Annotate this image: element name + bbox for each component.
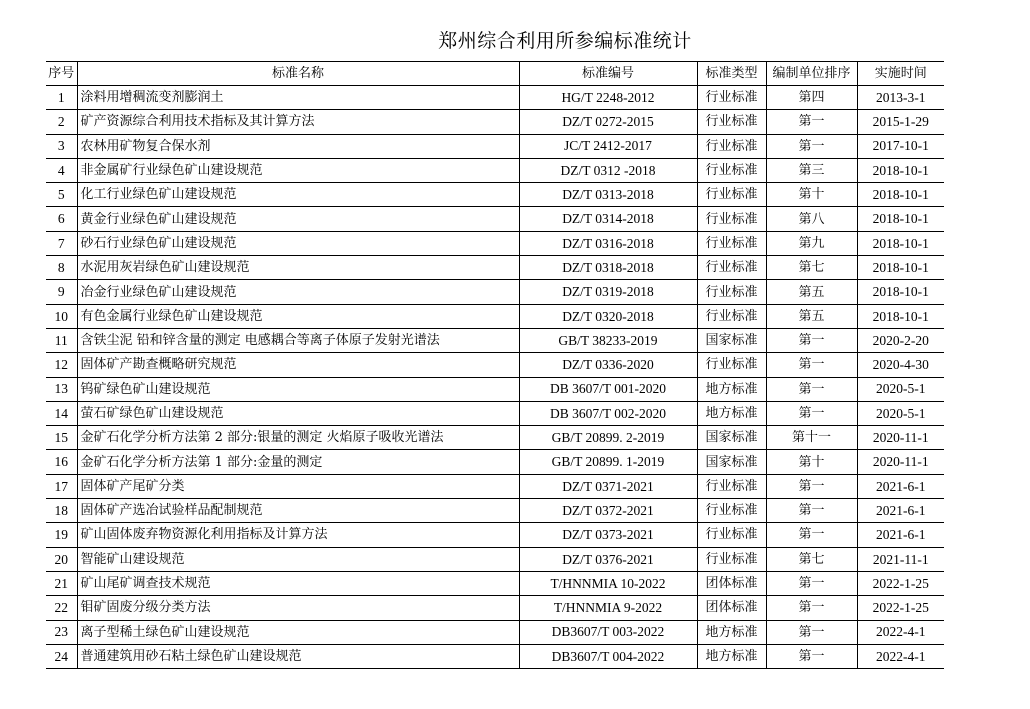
cell-index: 12: [46, 353, 77, 377]
cell-type: 地方标准: [697, 401, 766, 425]
cell-rank: 第四: [766, 86, 857, 110]
cell-type: 团体标准: [697, 596, 766, 620]
table-row: [46, 450, 944, 474]
cell-date: 2021-6-1: [857, 474, 944, 498]
cell-rank: 第一: [766, 523, 857, 547]
cell-code: DZ/T 0314-2018: [519, 207, 697, 231]
cell-index: 3: [46, 134, 77, 158]
cell-date: 2020-11-1: [857, 450, 944, 474]
cell-code: DZ/T 0313-2018: [519, 183, 697, 207]
cell-code: DZ/T 0272-2015: [519, 110, 697, 134]
cell-index: 9: [46, 280, 77, 304]
cell-index: 2: [46, 110, 77, 134]
document-title: 郑州综合利用所参编标准统计: [438, 30, 692, 52]
cell-date: 2018-10-1: [857, 207, 944, 231]
cell-rank: 第五: [766, 304, 857, 328]
cell-rank: 第七: [766, 256, 857, 280]
cell-code: DZ/T 0373-2021: [519, 523, 697, 547]
cell-name: 砂石行业绿色矿山建设规范: [77, 231, 519, 255]
header-rank: 编制单位排序: [766, 62, 857, 86]
cell-rank: 第一: [766, 110, 857, 134]
cell-type: 行业标准: [697, 304, 766, 328]
cell-date: 2021-6-1: [857, 523, 944, 547]
cell-date: 2018-10-1: [857, 256, 944, 280]
cell-type: 行业标准: [697, 86, 766, 110]
header-code: 标准编号: [519, 62, 697, 86]
cell-type: 行业标准: [697, 231, 766, 255]
standards-table: [46, 61, 944, 669]
cell-type: 国家标准: [697, 426, 766, 450]
table-row: [46, 280, 944, 304]
cell-type: 行业标准: [697, 110, 766, 134]
cell-date: 2022-4-1: [857, 644, 944, 668]
cell-code: DZ/T 0371-2021: [519, 474, 697, 498]
cell-rank: 第一: [766, 499, 857, 523]
table-row: [46, 401, 944, 425]
cell-rank: 第一: [766, 474, 857, 498]
cell-name: 化工行业绿色矿山建设规范: [77, 183, 519, 207]
cell-index: 4: [46, 158, 77, 182]
cell-name: 涂料用增稠流变剂膨润土: [77, 86, 519, 110]
cell-date: 2020-2-20: [857, 328, 944, 352]
cell-type: 行业标准: [697, 499, 766, 523]
cell-name: 钨矿绿色矿山建设规范: [77, 377, 519, 401]
cell-type: 地方标准: [697, 377, 766, 401]
cell-rank: 第十: [766, 183, 857, 207]
cell-code: DZ/T 0316-2018: [519, 231, 697, 255]
cell-index: 22: [46, 596, 77, 620]
cell-code: GB/T 20899. 2-2019: [519, 426, 697, 450]
cell-date: 2013-3-1: [857, 86, 944, 110]
cell-date: 2018-10-1: [857, 158, 944, 182]
cell-type: 行业标准: [697, 207, 766, 231]
cell-date: 2022-1-25: [857, 596, 944, 620]
cell-code: DZ/T 0319-2018: [519, 280, 697, 304]
table-row: [46, 256, 944, 280]
cell-index: 14: [46, 401, 77, 425]
cell-date: 2020-5-1: [857, 377, 944, 401]
cell-date: 2015-1-29: [857, 110, 944, 134]
cell-name: 固体矿产尾矿分类: [77, 474, 519, 498]
cell-date: 2020-11-1: [857, 426, 944, 450]
cell-rank: 第八: [766, 207, 857, 231]
cell-name: 矿山尾矿调查技术规范: [77, 571, 519, 595]
cell-type: 行业标准: [697, 523, 766, 547]
cell-rank: 第十一: [766, 426, 857, 450]
cell-rank: 第一: [766, 377, 857, 401]
cell-index: 20: [46, 547, 77, 571]
table-row: [46, 596, 944, 620]
cell-index: 19: [46, 523, 77, 547]
table-row: [46, 620, 944, 644]
cell-type: 行业标准: [697, 547, 766, 571]
table-row: [46, 499, 944, 523]
cell-rank: 第一: [766, 644, 857, 668]
table-row: [46, 353, 944, 377]
cell-name: 钼矿固废分级分类方法: [77, 596, 519, 620]
cell-name: 普通建筑用砂石粘土绿色矿山建设规范: [77, 644, 519, 668]
cell-index: 17: [46, 474, 77, 498]
cell-name: 农林用矿物复合保水剂: [77, 134, 519, 158]
cell-type: 行业标准: [697, 353, 766, 377]
cell-date: 2022-4-1: [857, 620, 944, 644]
cell-type: 行业标准: [697, 280, 766, 304]
table-row: [46, 183, 944, 207]
cell-rank: 第一: [766, 328, 857, 352]
cell-code: DZ/T 0318-2018: [519, 256, 697, 280]
cell-index: 21: [46, 571, 77, 595]
table-row: [46, 158, 944, 182]
header-date: 实施时间: [857, 62, 944, 86]
cell-date: 2021-6-1: [857, 499, 944, 523]
cell-rank: 第一: [766, 134, 857, 158]
cell-code: GB/T 38233-2019: [519, 328, 697, 352]
cell-rank: 第十: [766, 450, 857, 474]
cell-type: 地方标准: [697, 644, 766, 668]
table-row: [46, 231, 944, 255]
cell-index: 1: [46, 86, 77, 110]
cell-index: 23: [46, 620, 77, 644]
cell-code: DB3607/T 003-2022: [519, 620, 697, 644]
cell-name: 离子型稀土绿色矿山建设规范: [77, 620, 519, 644]
table-row: [46, 304, 944, 328]
cell-code: HG/T 2248-2012: [519, 86, 697, 110]
cell-index: 6: [46, 207, 77, 231]
cell-rank: 第九: [766, 231, 857, 255]
table-header-row: [46, 62, 944, 86]
cell-date: 2021-11-1: [857, 547, 944, 571]
cell-date: 2018-10-1: [857, 183, 944, 207]
cell-date: 2022-1-25: [857, 571, 944, 595]
table-row: [46, 207, 944, 231]
cell-rank: 第一: [766, 620, 857, 644]
cell-index: 13: [46, 377, 77, 401]
cell-code: DB 3607/T 002-2020: [519, 401, 697, 425]
cell-index: 10: [46, 304, 77, 328]
cell-date: 2017-10-1: [857, 134, 944, 158]
cell-code: DB 3607/T 001-2020: [519, 377, 697, 401]
table-row: [46, 644, 944, 668]
cell-name: 金矿石化学分析方法第 1 部分:金量的测定: [77, 450, 519, 474]
cell-code: GB/T 20899. 1-2019: [519, 450, 697, 474]
header-index: 序号: [46, 62, 77, 86]
cell-type: 行业标准: [697, 474, 766, 498]
cell-date: 2018-10-1: [857, 304, 944, 328]
cell-code: DZ/T 0320-2018: [519, 304, 697, 328]
cell-name: 固体矿产勘查概略研究规范: [77, 353, 519, 377]
table-row: [46, 328, 944, 352]
header-type: 标准类型: [697, 62, 766, 86]
cell-code: DZ/T 0312 -2018: [519, 158, 697, 182]
cell-rank: 第一: [766, 401, 857, 425]
cell-type: 行业标准: [697, 183, 766, 207]
cell-type: 国家标准: [697, 450, 766, 474]
table-row: [46, 474, 944, 498]
cell-rank: 第三: [766, 158, 857, 182]
cell-name: 冶金行业绿色矿山建设规范: [77, 280, 519, 304]
cell-rank: 第一: [766, 353, 857, 377]
table-row: [46, 523, 944, 547]
cell-date: 2018-10-1: [857, 280, 944, 304]
cell-date: 2018-10-1: [857, 231, 944, 255]
cell-index: 15: [46, 426, 77, 450]
cell-index: 7: [46, 231, 77, 255]
cell-name: 黄金行业绿色矿山建设规范: [77, 207, 519, 231]
table-row: [46, 110, 944, 134]
cell-name: 智能矿山建设规范: [77, 547, 519, 571]
cell-index: 24: [46, 644, 77, 668]
cell-name: 金矿石化学分析方法第 2 部分:银量的测定 火焰原子吸收光谱法: [77, 426, 519, 450]
cell-index: 11: [46, 328, 77, 352]
cell-code: JC/T 2412-2017: [519, 134, 697, 158]
cell-type: 行业标准: [697, 134, 766, 158]
cell-code: T/HNNMIA 9-2022: [519, 596, 697, 620]
cell-rank: 第五: [766, 280, 857, 304]
cell-code: DZ/T 0372-2021: [519, 499, 697, 523]
cell-rank: 第一: [766, 571, 857, 595]
table-row: [46, 134, 944, 158]
cell-name: 非金属矿行业绿色矿山建设规范: [77, 158, 519, 182]
cell-name: 矿山固体废弃物资源化利用指标及计算方法: [77, 523, 519, 547]
cell-type: 团体标准: [697, 571, 766, 595]
cell-code: DB3607/T 004-2022: [519, 644, 697, 668]
cell-code: DZ/T 0336-2020: [519, 353, 697, 377]
cell-index: 8: [46, 256, 77, 280]
cell-rank: 第七: [766, 547, 857, 571]
cell-name: 矿产资源综合利用技术指标及其计算方法: [77, 110, 519, 134]
table-row: [46, 571, 944, 595]
header-name: 标准名称: [77, 62, 519, 86]
cell-type: 行业标准: [697, 158, 766, 182]
cell-date: 2020-4-30: [857, 353, 944, 377]
cell-index: 18: [46, 499, 77, 523]
table-row: [46, 426, 944, 450]
cell-name: 含铁尘泥 铅和锌含量的测定 电感耦合等离子体原子发射光谱法: [77, 328, 519, 352]
cell-code: DZ/T 0376-2021: [519, 547, 697, 571]
cell-code: T/HNNMIA 10-2022: [519, 571, 697, 595]
cell-type: 国家标准: [697, 328, 766, 352]
table-row: [46, 547, 944, 571]
cell-type: 地方标准: [697, 620, 766, 644]
cell-index: 16: [46, 450, 77, 474]
table-row: [46, 86, 944, 110]
cell-date: 2020-5-1: [857, 401, 944, 425]
cell-type: 行业标准: [697, 256, 766, 280]
cell-name: 水泥用灰岩绿色矿山建设规范: [77, 256, 519, 280]
cell-name: 固体矿产选冶试验样品配制规范: [77, 499, 519, 523]
cell-name: 萤石矿绿色矿山建设规范: [77, 401, 519, 425]
table-row: [46, 377, 944, 401]
cell-name: 有色金属行业绿色矿山建设规范: [77, 304, 519, 328]
cell-rank: 第一: [766, 596, 857, 620]
cell-index: 5: [46, 183, 77, 207]
